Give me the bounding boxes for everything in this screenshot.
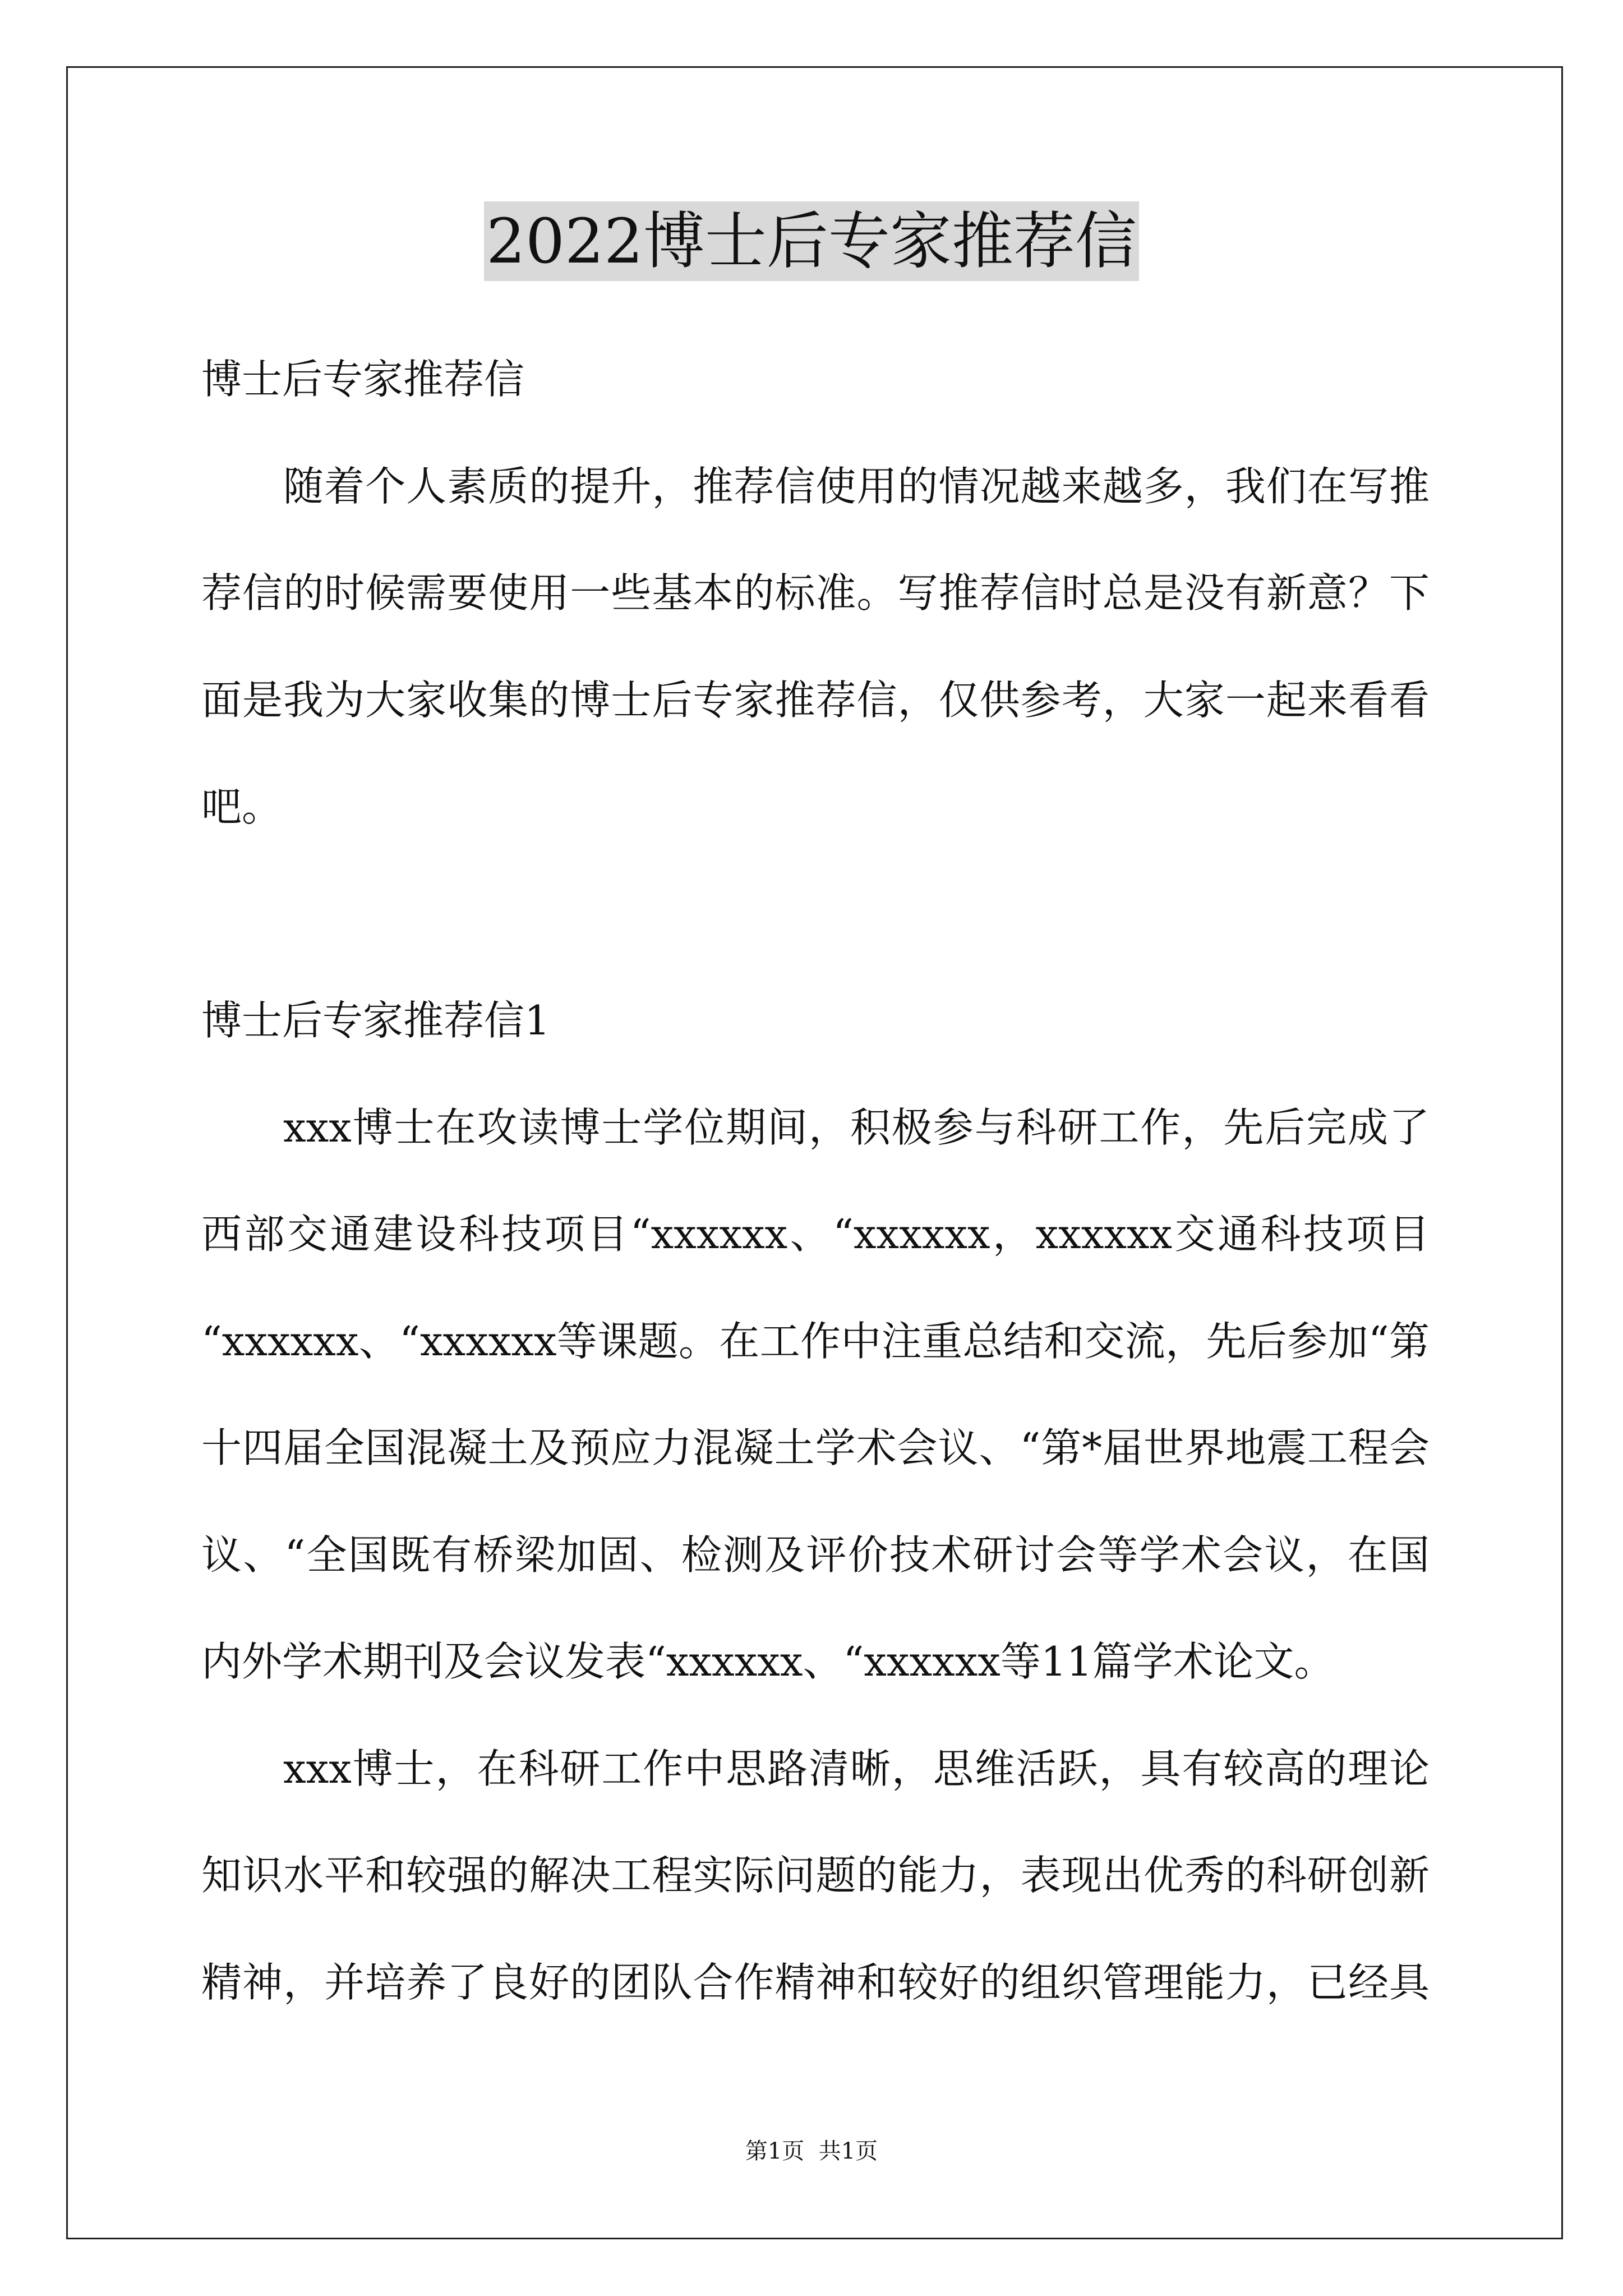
text-line: 内外学术期刊及会议发表“xxxxxx、“xxxxxx等11篇学术论文。 [201, 1638, 1335, 1685]
document-title: 2022博士后专家推荐信 [484, 201, 1139, 281]
text-line: “xxxxxx、“xxxxxx等课题。在工作中注重总结和交流，先后参加“第 [201, 1317, 1430, 1365]
text-line: 随着个人素质的提升，推荐信使用的情况越来越多，我们在写推 [283, 462, 1430, 510]
intro-paragraph [201, 433, 1430, 861]
blank-line [201, 861, 1430, 968]
document-body [201, 326, 1430, 2036]
body-paragraph [201, 1715, 1430, 2036]
text-line: 精神，并培养了良好的团队合作精神和较好的组织管理能力，已经具 [201, 1958, 1430, 2006]
text-line: xxx博士，在科研工作中思路清晰，思维活跃，具有较高的理论 [283, 1745, 1430, 1792]
section-heading: 博士后专家推荐信1 [201, 997, 550, 1044]
text-line: 面是我为大家收集的博士后专家推荐信，仅供参考，大家一起来看看 [201, 676, 1430, 724]
title-row [0, 201, 1623, 281]
text-line: xxx博士在攻读博士学位期间，积极参与科研工作，先后完成了 [283, 1103, 1430, 1151]
page-footer: 第1页 共1页 [745, 2138, 878, 2164]
body-paragraph [201, 1074, 1430, 1715]
text-line: 吧。 [201, 783, 283, 830]
text-line: 十四届全国混凝土及预应力混凝土学术会议、“第*届世界地震工程会 [201, 1424, 1430, 1471]
text-line: 议、“全国既有桥梁加固、检测及评价技术研讨会等学术会议，在国 [201, 1531, 1430, 1579]
text-line: 荐信的时候需要使用一些基本的标准。写推荐信时总是没有新意？下 [201, 569, 1430, 616]
text-line: 西部交通建设科技项目“xxxxxx、“xxxxxx，xxxxxx交通科技项目 [201, 1211, 1430, 1258]
document-heading: 博士后专家推荐信 [201, 356, 525, 403]
text-line: 知识水平和较强的解决工程实际问题的能力，表现出优秀的科研创新 [201, 1852, 1430, 1899]
